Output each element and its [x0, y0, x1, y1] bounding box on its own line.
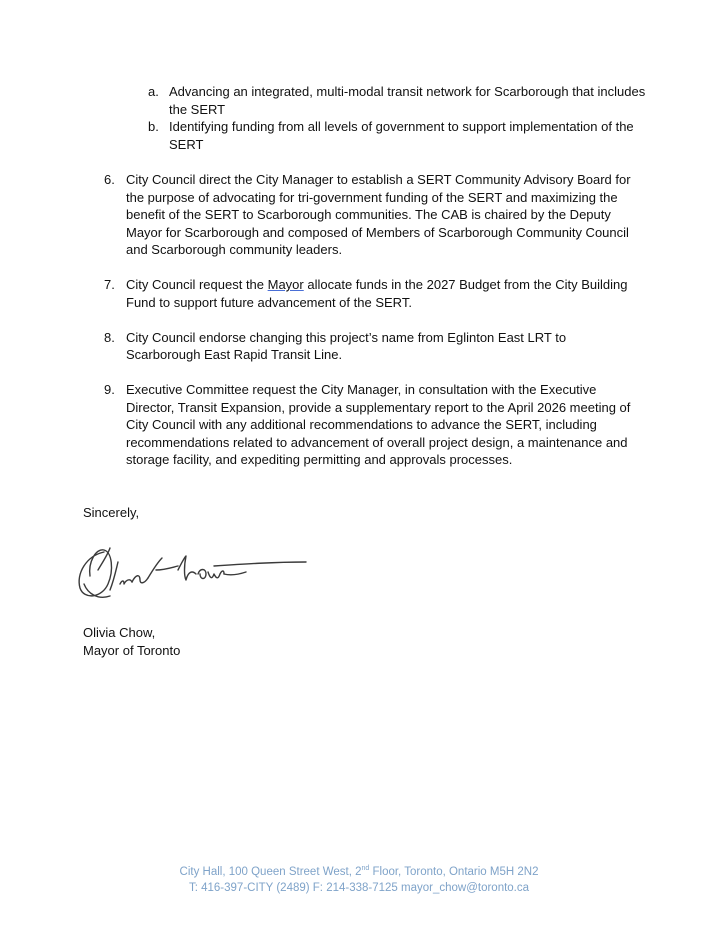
item-text: City Council endorse changing this project’s name from Eglinton East LRT to Scarborough East Rapid Transit Line. — [126, 329, 567, 362]
handwritten-signature — [74, 540, 314, 604]
item-number: 9. — [104, 382, 115, 397]
item-number: 7. — [104, 277, 115, 292]
footer-address — [0, 864, 718, 880]
signer-title: Mayor of Toronto — [83, 642, 181, 658]
item-number: 6. — [104, 172, 115, 187]
item-number: 8. — [104, 329, 115, 345]
sub-list-marker: a. — [148, 84, 159, 99]
item-text-before: City Council request the — [126, 277, 268, 292]
signer-name: Olivia Chow, — [83, 625, 156, 640]
item-text — [126, 276, 644, 311]
mayor-underlined-word: Mayor — [267, 277, 304, 292]
footer-address-part1: City Hall, 100 Queen Street West, 2 — [179, 866, 362, 878]
sub-list-item — [148, 118, 648, 153]
footer-address-part2: Floor, Toronto, Ontario M5H 2N2 — [369, 866, 539, 878]
numbered-item-9 — [104, 381, 644, 469]
item-text: City Council direct the City Manager to establish a SERT Community Advisory Board for the purpose of advocating for tri-government funding of the SERT and maximizing the benefit of the SERT to Scarborough communities. The CAB is chaired by the Deputy Mayor for Scarborough and composed of Members of Scarborough Community Council and Scarborough community leaders. — [126, 172, 631, 257]
numbered-item-8 — [104, 329, 644, 364]
sub-list-marker: b. — [148, 119, 159, 134]
numbered-item-6 — [104, 171, 644, 259]
item-text: Executive Committee request the City Manager, in consultation with the Executive Director, Transit Expansion, provide a supplementary report to the April 2026 meeting of City Council with any additional recommendations to advance the SERT, including recommendations related to advancement of overall project design, a maintenance and storage facility, and expediting permitting and approvals processes. — [126, 382, 631, 467]
footer-contact: T: 416-397-CITY (2489) F: 214-338-7125 mayor_chow@toronto.ca — [188, 882, 530, 894]
sub-list-text: Advancing an integrated, multi-modal transit network for Scarborough that includes the SERT — [169, 84, 646, 117]
closing-salutation: Sincerely, — [83, 505, 140, 520]
letterhead-footer — [0, 864, 718, 896]
item-text-after: allocate funds in the 2027 Budget from the City Building Fund to support future advancement of the SERT. — [126, 277, 628, 310]
sub-list — [148, 83, 648, 153]
numbered-list — [104, 171, 644, 486]
sub-list-text: Identifying funding from all levels of government to support implementation of the SERT — [169, 119, 634, 152]
sub-list-item — [148, 83, 648, 118]
footer-ordinal-suffix: nd — [361, 865, 370, 873]
numbered-item-7 — [104, 276, 644, 311]
signoff-block — [83, 624, 180, 659]
